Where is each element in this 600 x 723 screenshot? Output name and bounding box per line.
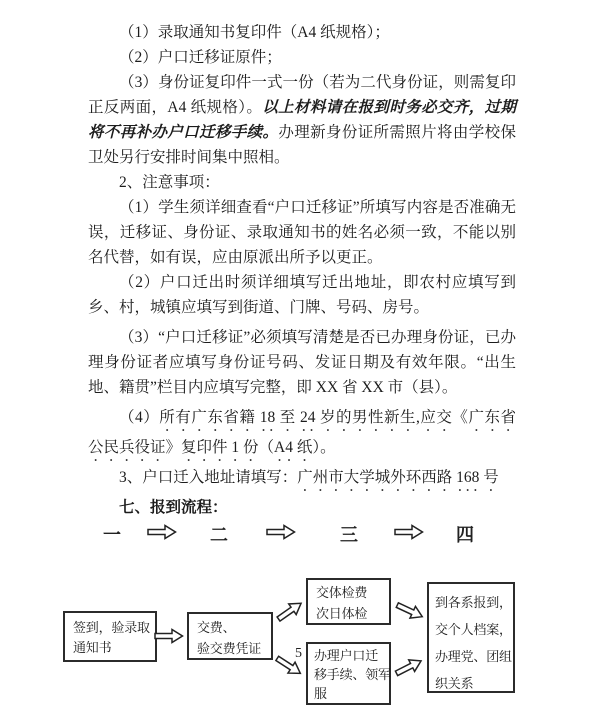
flow-step-4: 四: [456, 525, 474, 545]
note-item-4: [88, 405, 516, 465]
right-arrow-icon: [394, 524, 424, 540]
flow-box-line: 交费、: [197, 620, 236, 635]
flow-box-line: 签到，验录取: [73, 620, 150, 635]
flow-step-3: 三: [340, 525, 358, 545]
flow-box-line: 办理党、团组: [435, 649, 512, 664]
text-run: 2、注意事项：: [119, 174, 220, 191]
up-right-arrow-icon: [273, 596, 307, 626]
text-run: 。: [320, 439, 336, 456]
text-run: （3）“户口迁移证”必须填写清楚是否已办理身份证，已办理身份证者应填写身份证号码、发证日期及有效年限。“出生地、籍贯”栏目内应填写完整，即 XX 省 XX 市（县）。: [88, 329, 516, 396]
list-item-2: [88, 45, 516, 70]
text-run: （4）: [119, 409, 160, 426]
text-run: （2）户口迁出时须详细填写迁出地址，即农村应填写到乡、村，城镇应填写到街道、门牌、号码、房号。: [88, 274, 516, 316]
flow-box-dept-registration: [427, 582, 515, 693]
flow-step-1: 一: [103, 525, 121, 545]
page-number: 5: [295, 646, 302, 661]
flow-box-line: 通知书: [73, 640, 112, 655]
up-right-arrow-icon: [392, 653, 426, 681]
flow-box-sign-in: [63, 611, 157, 662]
text-run: （3）身份证复印件一式一份（若为二代身份证，则需复印正反两面，A4 纸规格）。: [88, 74, 516, 116]
note-item-3: [88, 325, 516, 400]
text-run: （2）户口迁移证原件；: [119, 49, 282, 66]
flow-step-2: 二: [210, 525, 228, 545]
section-heading-procedure: [88, 495, 516, 520]
bold-italic-notice: 以上材料请在报到时务必交齐，过期将不再补办户口迁移手续。: [88, 99, 516, 141]
flow-box-line: 到各系报到，: [435, 595, 512, 610]
text-run: （1）学生须详细查看“户口迁移证”所填写内容是否准确无误，迁移证、身份证、录取通知书的姓名必须一致，不能以别名代替，如有误，应由原派出所予以更正。: [88, 199, 516, 266]
list-item-3: [88, 70, 516, 170]
list-item-1: [88, 20, 516, 45]
text-run: 七、报到流程：: [119, 499, 228, 516]
flow-box-line: 次日体检: [316, 606, 368, 621]
address-line: [88, 465, 516, 495]
flow-box-line: 验交费凭证: [197, 641, 262, 656]
flow-box-line: 移手续、领军: [314, 667, 391, 682]
section-heading-notes: [88, 170, 516, 195]
document-body: [88, 20, 516, 520]
flow-box-hukou-uniform: [306, 642, 391, 705]
right-arrow-icon: [147, 524, 177, 540]
text-run: 3、户口迁入地址请填写：: [119, 469, 298, 486]
flow-box-line: 交个人档案，: [435, 622, 512, 637]
flow-box-line: 织关系: [435, 676, 474, 691]
emphasized-address: 广州市大学城外环西路 168 号: [297, 469, 499, 486]
flow-box-pay-fees: [187, 612, 273, 660]
flow-box-line: 服: [314, 686, 327, 701]
flow-box-line: 交体检费: [316, 585, 368, 600]
right-arrow-icon: [154, 628, 184, 644]
flow-box-medical-exam: [306, 578, 391, 625]
flow-box-line: 办理户口迁: [314, 648, 379, 663]
note-item-2: [88, 270, 516, 320]
right-arrow-icon: [266, 524, 296, 540]
text-run: （1）录取通知书复印件（A4 纸规格）；: [119, 24, 390, 41]
note-item-1: [88, 195, 516, 270]
down-right-arrow-icon: [393, 597, 427, 624]
text-run: 办理新身份证所需照片将由学校保卫处另行安排时间集中照相。: [88, 124, 516, 166]
emphasized-text: 所有广东省籍 18 至 24 岁的男性新生,应交《广东省公民兵役证》复印件 1 份（A4 纸）: [88, 409, 516, 456]
